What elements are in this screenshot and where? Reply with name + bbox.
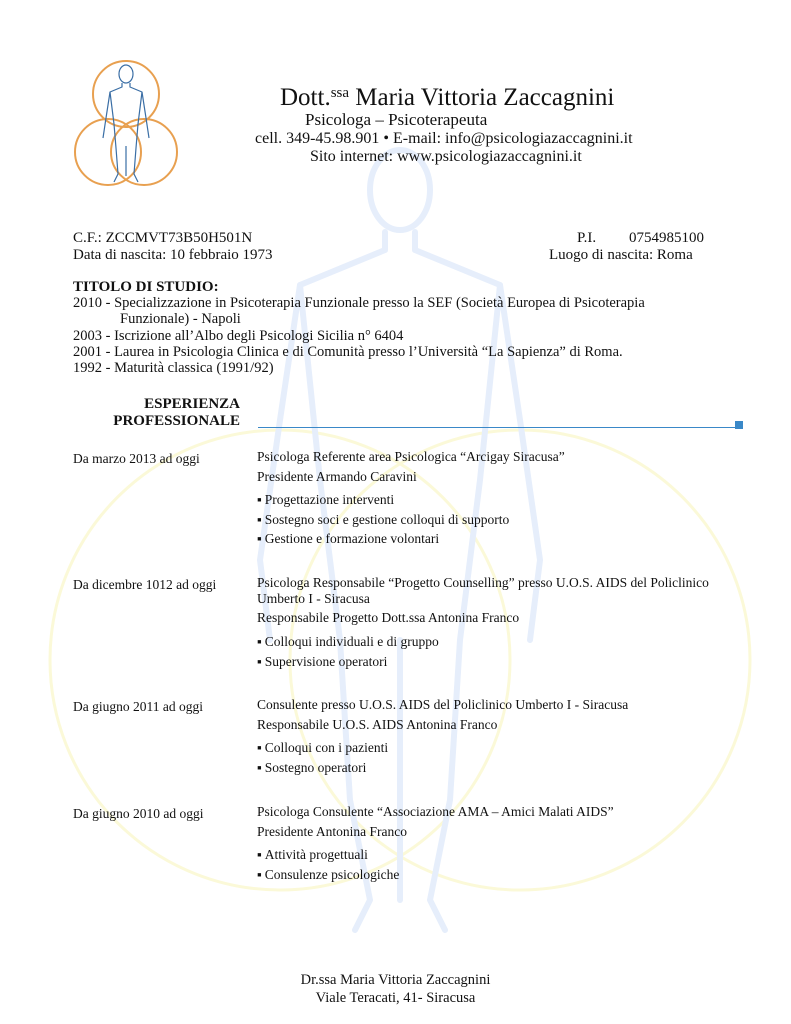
entry-head: Presidente Antonina Franco [257,824,407,839]
header-name [280,84,614,112]
entry-date: Da marzo 2013 ad oggi [73,451,200,466]
experience-title-line: PROFESSIONALE [113,413,240,429]
entry-date: Da giugno 2011 ad oggi [73,699,203,714]
header-role: Psicologa – Psicoterapeuta [305,110,488,129]
education-item: 2001 - Laurea in Psicologia Clinica e di Comunità presso l’Università “La Sapienza” di Roma. [73,344,623,360]
experience-title [98,396,240,430]
header-contact: cell. 349-45.98.901 • E-mail: info@psicologiazaccagnini.it [255,130,633,147]
task-item: ▪ Supervisione operatori [257,652,439,672]
education-title: TITOLO DI STUDIO: [73,279,219,295]
header-website: Sito internet: www.psicologiazaccagnini.it [310,148,582,165]
education-item: 2010 - Specializzazione in Psicoterapia Funzionale presso la SEF (Società Europea di Psicoterapia [73,295,645,311]
task-item: ▪ Gestione e formazione volontari [257,529,509,549]
fiscal-code: C.F.: ZCCMVT73B50H501N [73,230,253,246]
education-item: Funzionale) - Napoli [120,311,241,327]
vat-label: P.I. [577,230,597,246]
entry-head: Responsabile U.O.S. AIDS Antonina Franco [257,717,498,732]
logo-icon [70,58,182,194]
entry-tasks [257,845,399,884]
education-item: 1992 - Maturità classica (1991/92) [73,360,274,376]
name-text: Maria Vittoria Zaccagnini [355,84,615,111]
entry-role: Psicologa Responsabile “Progetto Counselling” presso U.O.S. AIDS del Policlinico Umberto I - Siracusa [257,575,709,606]
vat-value: 0754985100 [629,230,704,246]
section-divider [258,427,736,428]
entry-tasks [257,632,439,671]
entry-role: Psicologa Consulente “Associazione AMA – Amici Malati AIDS” [257,804,614,819]
task-item: ▪ Progettazione interventi [257,490,509,510]
entry-tasks [257,490,509,549]
task-item: ▪ Attività progettuali [257,845,399,865]
entry-date: Da dicembre 1012 ad oggi [73,577,217,592]
name-sup: ssa [330,85,350,101]
task-item: ▪ Sostegno soci e gestione colloqui di supporto [257,510,509,530]
task-item: ▪ Sostegno operatori [257,758,388,778]
name-prefix: Dott. [280,84,331,111]
birth-date: Data di nascita: 10 febbraio 1973 [73,247,273,263]
entry-date: Da giugno 2010 ad oggi [73,806,204,821]
entry-role: Psicologa Referente area Psicologica “Arcigay Siracusa” [257,449,565,464]
experience-title-line: ESPERIENZA [144,396,240,412]
entry-head: Presidente Armando Caravini [257,469,417,484]
entry-role: Consulente presso U.O.S. AIDS del Policlinico Umberto I - Siracusa [257,697,629,712]
entry-tasks [257,738,388,777]
task-item: ▪ Colloqui individuali e di gruppo [257,632,439,652]
entry-head: Responsabile Progetto Dott.ssa Antonina Franco [257,610,520,625]
task-item: ▪ Colloqui con i pazienti [257,738,388,758]
task-item: ▪ Consulenze psicologiche [257,865,399,885]
birth-place: Luogo di nascita: Roma [549,247,693,263]
footer-name: Dr.ssa Maria Vittoria Zaccagnini [300,972,491,988]
education-item: 2003 - Iscrizione all’Albo degli Psicologi Sicilia n° 6404 [73,328,404,344]
divider-square-icon [735,421,743,429]
footer-address: Viale Teracati, 41- Siracusa [315,990,476,1006]
